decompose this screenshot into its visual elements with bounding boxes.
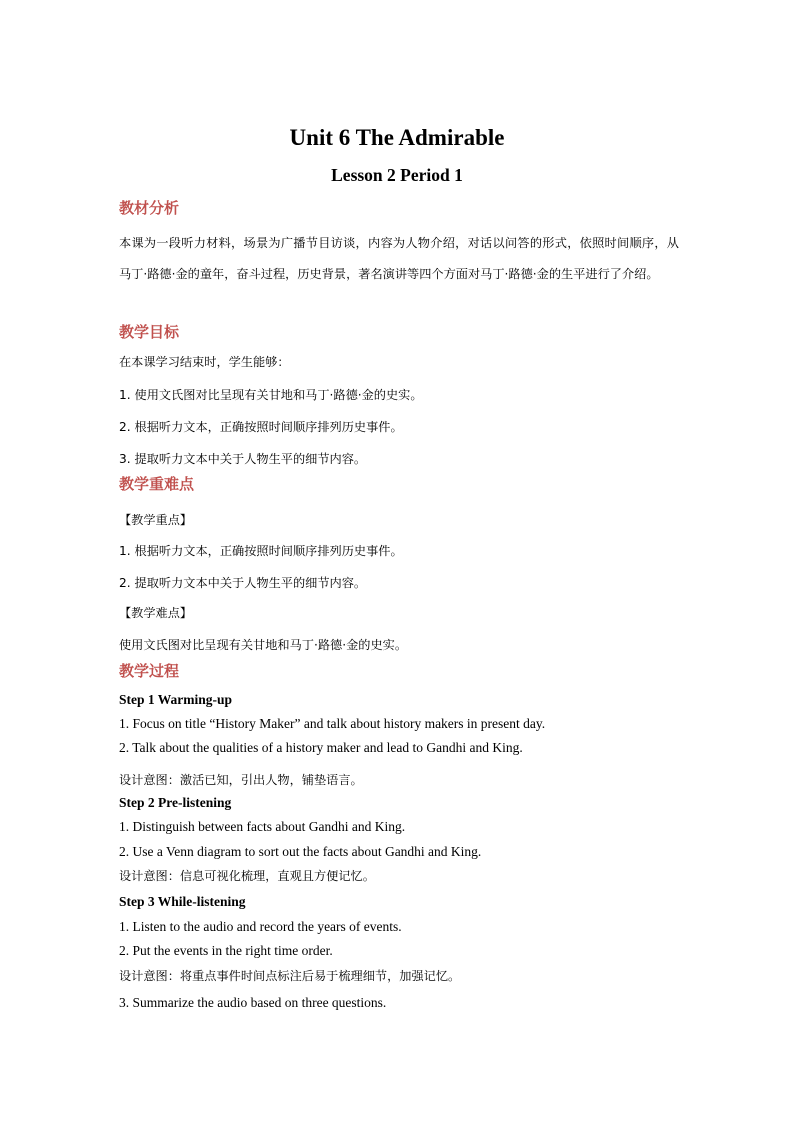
objective-item: 2. 根据听力文本，正确按照时间顺序排列历史事件。 bbox=[119, 420, 403, 434]
step2-intent: 设计意图：信息可视化梳理，直观且方便记忆。 bbox=[119, 869, 375, 883]
section-heading-objectives: 教学目标 bbox=[119, 323, 180, 341]
focus-item: 1. 根据听力文本，正确按照时间顺序排列历史事件。 bbox=[119, 544, 403, 558]
analysis-paragraph: 本课为一段听力材料，场景为广播节目访谈，内容为人物介绍，对话以问答的形式，依照时间顺序，从马丁·路德·金的童年，奋斗过程，历史背景，著名演讲等四个方面对马丁·路德·金的生平进行了介绍。 bbox=[119, 236, 679, 281]
focus-label: 【教学重点】 bbox=[119, 513, 193, 527]
step2-item: 1. Distinguish between facts about Gandhi and King. bbox=[119, 819, 406, 834]
section-heading-process: 教学过程 bbox=[119, 662, 180, 680]
objective-item: 3. 提取听力文本中关于人物生平的细节内容。 bbox=[119, 452, 367, 466]
objectives-intro: 在本课学习结束时，学生能够： bbox=[119, 355, 290, 369]
step1-title: Step 1 Warming-up bbox=[119, 692, 233, 707]
step1-intent: 设计意图：激活已知，引出人物，铺垫语言。 bbox=[119, 773, 363, 787]
page-title: Unit 6 The Admirable bbox=[289, 125, 505, 150]
step3-title: Step 3 While-listening bbox=[119, 894, 246, 909]
section-heading-analysis: 教材分析 bbox=[119, 199, 180, 217]
step1-item: 2. Talk about the qualities of a history maker and lead to Gandhi and King. bbox=[119, 740, 523, 755]
page-subtitle: Lesson 2 Period 1 bbox=[331, 165, 463, 185]
difficulty-text: 使用文氏图对比呈现有关甘地和马丁·路德·金的史实。 bbox=[119, 638, 408, 652]
step1-item: 1. Focus on title “History Maker” and talk about history makers in present day. bbox=[119, 716, 546, 731]
step3-item: 2. Put the events in the right time order. bbox=[119, 943, 333, 958]
objective-item: 1. 使用文氏图对比呈现有关甘地和马丁·路德·金的史实。 bbox=[119, 388, 423, 402]
step3-item: 1. Listen to the audio and record the years of events. bbox=[119, 919, 402, 934]
step3-intent: 设计意图：将重点事件时间点标注后易于梳理细节，加强记忆。 bbox=[119, 969, 461, 983]
step3-item: 3. Summarize the audio based on three questions. bbox=[119, 995, 387, 1010]
section-heading-keypoints: 教学重难点 bbox=[119, 475, 195, 493]
step2-item: 2. Use a Venn diagram to sort out the facts about Gandhi and King. bbox=[119, 844, 482, 859]
step2-title: Step 2 Pre-listening bbox=[119, 795, 232, 810]
focus-item: 2. 提取听力文本中关于人物生平的细节内容。 bbox=[119, 576, 367, 590]
difficulty-label: 【教学难点】 bbox=[119, 606, 193, 620]
